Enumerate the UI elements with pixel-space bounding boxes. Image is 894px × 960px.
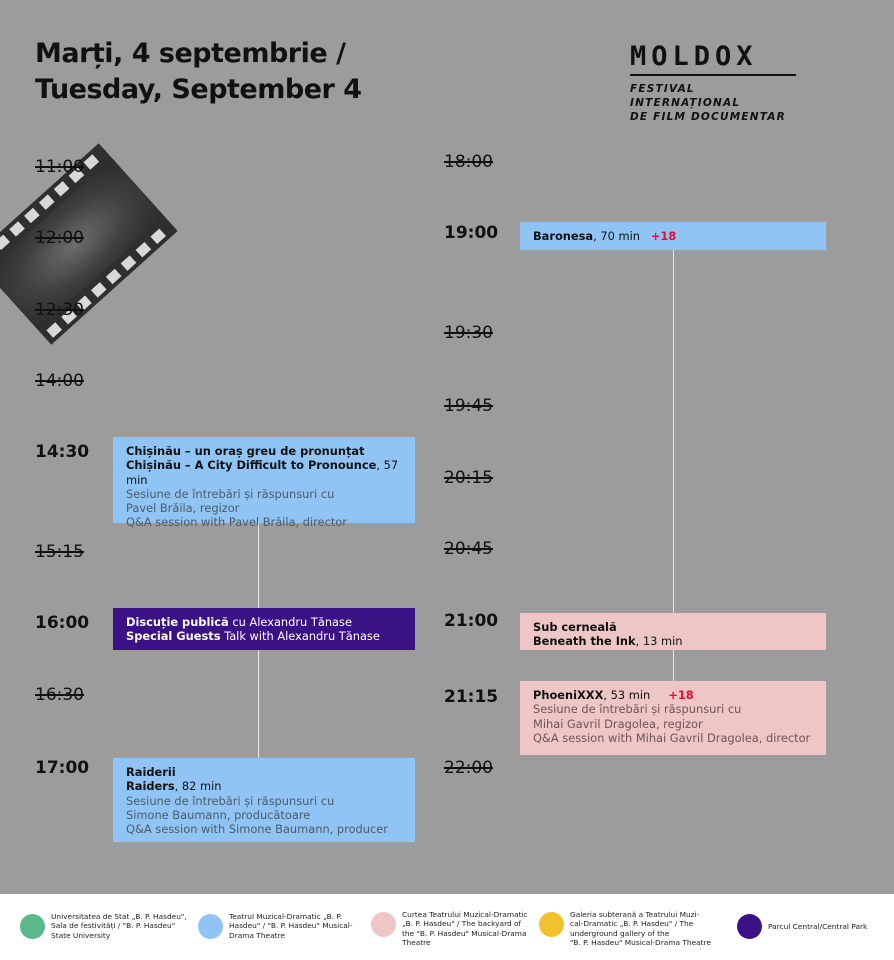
event-title-en: Special Guests (126, 629, 221, 644)
event-title-ro: Chișinău – un oraș greu de pronunțat (126, 444, 365, 458)
venue-legend (0, 894, 894, 960)
logo-subtitle-1: FESTIVAL INTERNAȚIONAL (630, 83, 741, 109)
legend-label: State University (51, 930, 111, 940)
legend-item-state-university (20, 912, 187, 940)
time-label: 20:15 (444, 468, 493, 488)
film-strip-decoration (0, 143, 178, 344)
legend-label: Universitatea de Stat „B. P. Hasdeu", (51, 912, 187, 921)
legend-item-theatre (198, 912, 353, 940)
time-label: 16:30 (35, 685, 84, 705)
time-label: 22:00 (444, 758, 493, 778)
logo-underline (630, 74, 796, 76)
event-qa-ro: Sesiune de întrebări și răspunsuri cu (533, 702, 742, 717)
time-label: 19:30 (444, 323, 493, 343)
time-label: 19:00 (444, 223, 499, 243)
event-public-talk[interactable] (113, 608, 415, 650)
time-label: 18:00 (444, 152, 493, 172)
legend-label: „B. P. Hasdeu" / The backyard of (402, 919, 522, 929)
event-raiderii[interactable] (113, 758, 415, 842)
page-title (35, 36, 362, 108)
event-duration: , 70 min (593, 229, 640, 243)
legend-label: Teatrul Muzical-Dramatic „B. P. (229, 912, 342, 921)
time-label: 14:30 (35, 442, 90, 462)
legend-label: Parcul Central/Central Park (768, 921, 868, 931)
time-label: 14:00 (35, 371, 84, 391)
event-title: Baronesa (533, 229, 594, 243)
legend-item-underground-gallery (539, 910, 711, 948)
venue-color-dot (198, 914, 223, 939)
venue-color-dot (371, 912, 396, 937)
legend-label: Drama Theatre (229, 930, 285, 940)
title-line-ro: Marți, 4 septembrie / (35, 38, 346, 69)
logo-wordmark: MOLDOX (630, 41, 758, 72)
time-label: 17:00 (35, 758, 90, 778)
legend-label: Curtea Teatrului Muzical-Dramatic (402, 910, 528, 919)
venue-color-dot (737, 914, 762, 939)
time-label: 12:00 (35, 228, 84, 248)
event-duration: , 82 min (174, 779, 222, 794)
event-phoenixxx[interactable] (520, 681, 826, 755)
event-title-ro: Discuție publică (126, 615, 229, 629)
event-qa-ro: Sesiune de întrebări și răspunsuri cu (126, 486, 335, 501)
title-line-en: Tuesday, September 4 (35, 74, 362, 105)
event-duration: , 13 min (635, 634, 683, 649)
event-title-ro: Sub cerneală (533, 620, 617, 634)
event-qa-ro-2: Pavel Brăila, regizor (126, 501, 240, 516)
time-label: 21:00 (444, 611, 499, 631)
event-chisinau[interactable] (113, 437, 415, 530)
event-duration: , 57 min (126, 458, 399, 487)
event-qa-ro-2: Simone Baumann, producătoare (126, 807, 311, 822)
event-qa-en: Q&A session with Simone Baumann, producer (126, 822, 388, 837)
event-title-ro: Raiderii (126, 765, 176, 779)
event-sub-cerneala[interactable] (520, 613, 826, 650)
event-guest-en: Talk with Alexandru Tănase (220, 629, 380, 644)
legend-label: Hasdeu" / "B. P. Hasdeu" Musical- (229, 921, 353, 931)
logo-subtitle-2: DE FILM DOCUMENTAR (630, 111, 786, 123)
legend-label: Sala de festivități / "B. P. Hasdeu" (51, 921, 176, 931)
event-title-en: Chișinău – A City Difficult to Pronounce (126, 458, 377, 473)
legend-label: the "B. P. Hasdeu" Musical-Drama (402, 928, 527, 938)
venue-color-dot (20, 914, 45, 939)
event-qa-en: Q&A session with Pavel Brăila, director (126, 515, 347, 530)
time-label: 20:45 (444, 539, 493, 559)
event-baronesa[interactable] (520, 222, 826, 250)
legend-label: Theatre (402, 938, 431, 948)
legend-label: underground gallery of the (570, 928, 670, 938)
time-label: 11:00 (35, 157, 84, 177)
event-qa-ro-2: Mihai Gavril Dragolea, regizor (533, 716, 703, 731)
event-qa-en: Q&A session with Mihai Gavril Dragolea, director (533, 730, 811, 745)
event-duration: , 53 min (603, 688, 651, 702)
event-guest-ro: cu Alexandru Tănase (228, 615, 352, 629)
event-title-en: Beneath the Ink (533, 634, 636, 649)
event-qa-ro: Sesiune de întrebări și răspunsuri cu (126, 793, 335, 808)
legend-label: "B. P. Hasdeu" Musical-Drama Theatre (570, 938, 711, 948)
festival-logo (630, 42, 800, 124)
time-label: 12:30 (35, 300, 84, 320)
legend-item-central-park (737, 914, 867, 939)
legend-item-theatre-backyard (371, 910, 528, 948)
venue-color-dot (539, 912, 564, 937)
event-title: PhoeniXXX (533, 688, 604, 702)
time-label: 21:15 (444, 687, 499, 707)
age-rating-badge: +18 (650, 229, 677, 243)
legend-label: cal-Dramatic „B. P. Hasdeu" / The (570, 919, 694, 929)
time-label: 19:45 (444, 396, 493, 416)
age-rating-badge: +18 (668, 688, 694, 702)
time-label: 15:15 (35, 542, 84, 562)
time-label: 16:00 (35, 613, 90, 633)
legend-label: Galeria subterană a Teatrului Muzi- (570, 910, 700, 919)
event-title-en: Raiders (126, 779, 175, 794)
